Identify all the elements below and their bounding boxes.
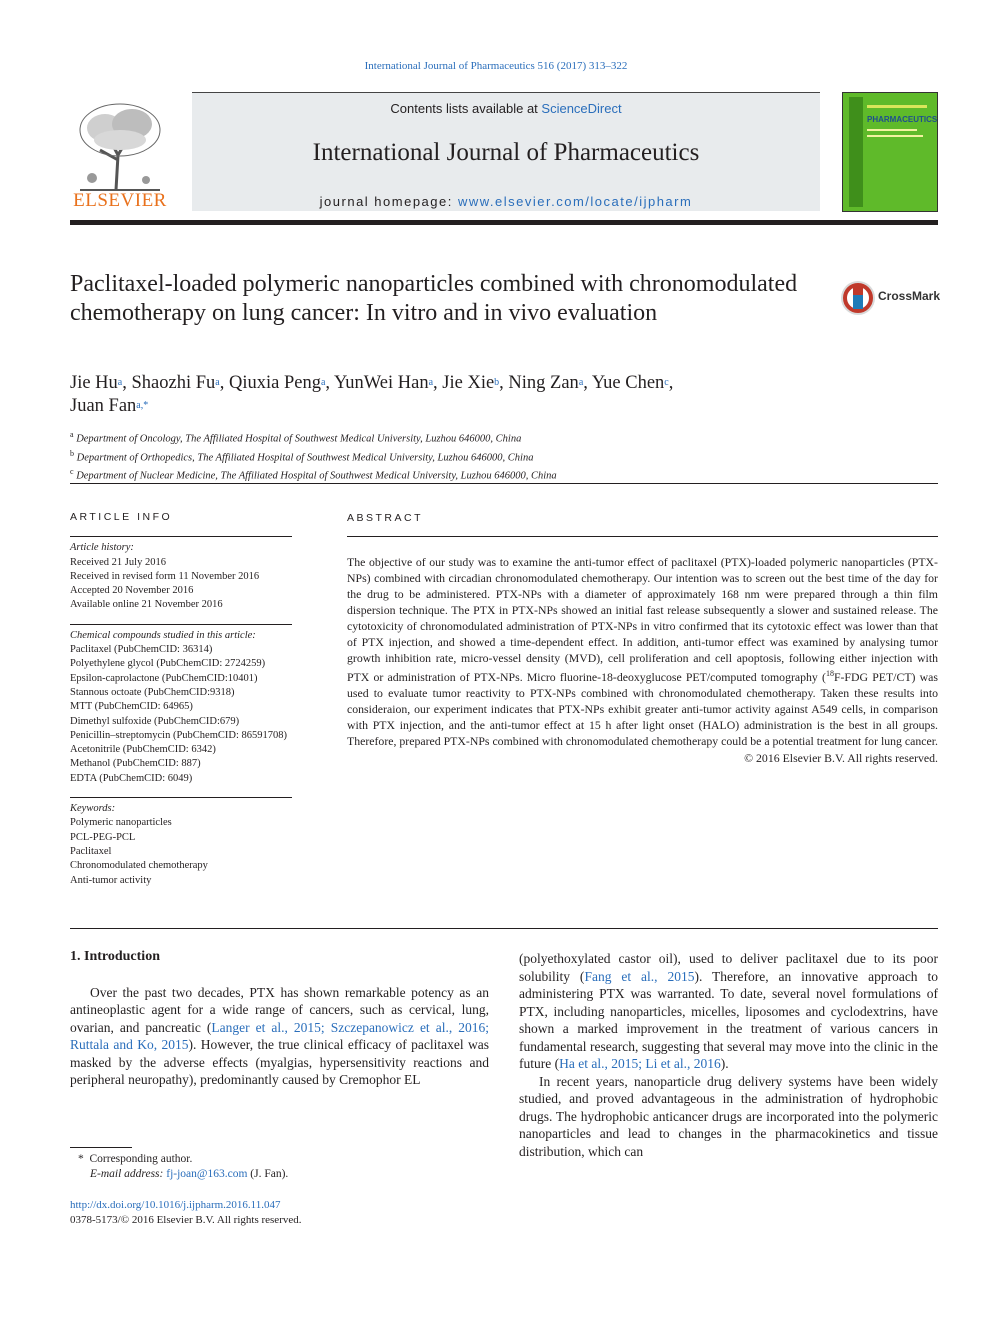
- header-center-panel: [192, 92, 820, 211]
- cover-line: [867, 129, 917, 131]
- keyword-item: Polymeric nanoparticles: [70, 817, 172, 829]
- affiliation-item: [70, 447, 930, 466]
- affiliation-text: Department of Oncology, The Affiliated Hospital of Southwest Medical University, Luzhou 646000, China: [76, 433, 522, 445]
- author-affiliation-mark[interactable]: c: [664, 377, 669, 388]
- keyword-item: Paclitaxel: [70, 845, 112, 857]
- keywords-list: [70, 816, 292, 887]
- citation-link[interactable]: Ha et al., 2015; Li et al., 2016: [559, 1056, 721, 1071]
- affiliation-item: [70, 465, 930, 484]
- abstract-rule: [347, 536, 938, 537]
- intro-paragraph-1-cont: [519, 950, 938, 1073]
- article-info-rule: [70, 536, 292, 537]
- keywords-label: Keywords:: [70, 803, 116, 815]
- history-label: Article history:: [70, 542, 134, 554]
- doi-link[interactable]: http://dx.doi.org/10.1016/j.ijpharm.2016.11.047: [70, 1199, 281, 1211]
- cover-line: [867, 135, 923, 137]
- history-item: Received in revised form 11 November 2016: [70, 570, 260, 582]
- history-item: Accepted 20 November 2016: [70, 585, 194, 597]
- intro-p1-text: ). However, the true clinical efficacy of paclitaxel was masked by the adverse effects (myalgias, hypersensitivity reactions and peripheral neuropathy), predominantly caused by Cremophor EL: [70, 1037, 490, 1087]
- body-column-right: [519, 950, 938, 1160]
- citation-link[interactable]: Langer et al., 2015; Szczepanowicz et al., 2016; Ruttala and Ko, 2015: [70, 1019, 489, 1052]
- compound-item: Dimethyl sulfoxide (PubChemCID:679): [70, 715, 240, 727]
- compound-item: Penicillin–streptomycin (PubChemCID: 86591708): [70, 729, 287, 741]
- article-info-heading: ARTICLE INFO: [70, 511, 173, 523]
- abstract-text: [347, 554, 938, 749]
- header-rule: [70, 220, 938, 225]
- compound-item: Stannous octoate (PubChemCID:9318): [70, 686, 235, 698]
- affiliation-text: Department of Nuclear Medicine, The Affiliated Hospital of Southwest Medical University, Luzhou 646000, China: [76, 470, 557, 482]
- abstract-text-part1: The objective of our study was to examine the anti-tumor effect of paclitaxel (PTX)-loaded polymeric nanoparticles (PTX-NPs) combined with circadian chronomodulated chemotherapy. Our intention was to screen out the best time of the day for the drug to be administered. PTX-NPs with a diameter of approximately 168 nm were prepared through a thin film dispersion technique. The PTX in PTX-NPs showed an initial fast release subsequently a slower and sustained release. The cytotoxicity of chronomodulated administration of PTX-NPs in vitro confirmed that its cytotoxic effect was lower than that of PTX injection, and showed a time-dependent effect. In addition, anti-tumor effect was examined by analysing tumor growth inhibition rate, micro-vessel density (MVD), cell proliferation and cell apoptosis, following either injection with PTX or administration of PTX-NPs. Micro fluorine-18-deoxyglucose PET/computed tomography (: [347, 555, 938, 684]
- author-list: Jie Hu$^a$, Shaozhi Fu$^a$, Qiuxia Peng$^a$, YunWei Han$^a$, Jie Xie$^b$, Ning Zan$^a$, Yue Chen$^c$, Juan Fan$^{a,*}$: [70, 373, 674, 416]
- author-name[interactable]: Yue Chen: [591, 373, 665, 393]
- footnote: [70, 1152, 489, 1182]
- intro-p2-text: ). Therefore, an innovative approach to administering PTX was warranted. To date, several novel formulations of PTX, including nanoparticles, micelles, liposomes and cyclodextrins, have shown a marked improvement in the treatment of various cancers in fundamental research, suggesting that several may move into the clinic in the future (: [519, 968, 938, 1071]
- crossmark-badge[interactable]: [840, 280, 940, 316]
- affiliations: [70, 428, 930, 484]
- journal-cover-thumbnail[interactable]: [842, 92, 938, 212]
- article-title: Paclitaxel-loaded polymeric nanoparticles combined with chronomodulated chemotherapy on lung cancer: In vitro and in vivo evaluation: [70, 271, 798, 326]
- author-affiliation-mark[interactable]: a: [215, 377, 220, 388]
- author-name[interactable]: Jie Hu: [70, 373, 118, 393]
- author-name[interactable]: Jie Xie: [442, 373, 495, 393]
- compound-item: Acetonitrile (PubChemCID: 6342): [70, 744, 216, 756]
- compound-item: EDTA (PubChemCID: 6049): [70, 772, 193, 784]
- elsevier-wordmark: ELSEVIER: [73, 190, 167, 211]
- author-affiliation-mark[interactable]: b: [494, 377, 500, 388]
- cover-bar: [867, 105, 927, 108]
- section-rule: [70, 928, 938, 929]
- abstract-text-part2: F-FDG PET/CT) was used to evaluate tumor reactivity to PTX-NPs combined with chronomodulated chemotherapy. Taken these results into consideraion, our experiment indicates that PTX-NPs exhibit greater anti-tumor activity against A549 cells, in comparison with PTX injection, and the anti-tumor effect at 15 h after light onset (HALO) administration is the best in all groups. Therefore, prepared PTX-NPs combined with chronomodulated chemotherapy could be a potential treatment for lung cancer.: [347, 669, 938, 748]
- intro-p2-text: (polyethoxylated castor oil), used to deliver paclitaxel due to its poor solubility (: [519, 951, 938, 984]
- abstract-sup: 18: [825, 669, 834, 678]
- keyword-item: Anti-tumor activity: [70, 874, 152, 886]
- author-affiliation-mark[interactable]: a: [428, 377, 434, 388]
- issn-line: 0378-5173/© 2016 Elsevier B.V. All rights reserved.: [70, 1213, 302, 1226]
- section-rule: [70, 483, 938, 484]
- citation-link[interactable]: Fang et al., 2015: [584, 968, 695, 984]
- history-item: Available online 21 November 2016: [70, 599, 223, 611]
- affiliation-item: [70, 428, 930, 447]
- introduction-heading: 1. Introduction: [70, 949, 160, 964]
- history-item: Received 21 July 2016: [70, 556, 166, 568]
- footnote-marker: *: [78, 1153, 84, 1165]
- compounds-rule: [70, 624, 292, 625]
- crossmark-label: CrossMark: [878, 289, 941, 303]
- abstract: [347, 510, 938, 766]
- abstract-heading: ABSTRACT: [347, 512, 424, 524]
- compounds-list: [70, 643, 292, 786]
- author-affiliation-mark[interactable]: a: [320, 377, 326, 388]
- intro-p2-text: ).: [720, 1056, 729, 1071]
- affiliation-mark: a: [70, 430, 74, 439]
- author-affiliation-mark[interactable]: a: [117, 377, 123, 388]
- email-suffix: (J. Fan).: [247, 1168, 289, 1180]
- author-name[interactable]: Juan Fan: [70, 396, 137, 416]
- homepage-prefix: journal homepage:: [319, 194, 458, 209]
- keyword-item: PCL-PEG-PCL: [70, 831, 136, 843]
- sciencedirect-link[interactable]: ScienceDirect: [541, 101, 622, 116]
- compound-item: Epsilon-caprolactone (PubChemCID:10401): [70, 672, 258, 684]
- abstract-copyright: © 2016 Elsevier B.V. All rights reserved.: [744, 750, 938, 765]
- author-name[interactable]: Qiuxia Peng: [228, 373, 321, 393]
- intro-paragraph-2: In recent years, nanoparticle drug delivery systems have been widely studied, and proved advantageous in the administration of hydrophobic drugs. The hydrophobic anticancer drugs are incorporated into the polymeric nanoparticles and lead to changes in the pharmacokinetics and tissue distribution, which can: [519, 1073, 938, 1159]
- contents-prefix: Contents lists available at: [390, 101, 542, 116]
- cover-title: PHARMACEUTICS: [867, 115, 938, 124]
- contents-line: [192, 101, 820, 116]
- keywords-rule: [70, 797, 292, 798]
- author-name[interactable]: Ning Zan: [508, 373, 579, 393]
- body-column-left: [70, 948, 489, 1089]
- affiliation-text: Department of Orthopedics, The Affiliated Hospital of Southwest Medical University, Luzhou 646000, China: [76, 452, 534, 463]
- author-affiliation-mark[interactable]: a: [578, 377, 584, 388]
- homepage-line: [192, 194, 820, 209]
- footnote-rule: [70, 1147, 132, 1148]
- journal-title: International Journal of Pharmaceutics: [312, 139, 700, 166]
- compounds-label: Chemical compounds studied in this article:: [70, 629, 256, 641]
- author-name[interactable]: Shaozhi Fu: [131, 373, 216, 393]
- affiliation-mark: b: [70, 448, 74, 458]
- intro-paragraph-1: [70, 984, 489, 1089]
- intro-p1-text: Over the past two decades, PTX has shown remarkable potency as an antineoplastic agent for a wide range of cancers, such as cervical, lung, ovarian, and pancreatic (: [70, 984, 489, 1035]
- corresponding-text: Corresponding author.: [89, 1153, 193, 1165]
- history-list: [70, 556, 292, 613]
- cover-stripe: [849, 97, 863, 207]
- crossmark-icon: [840, 280, 876, 316]
- doi-block: [70, 1198, 489, 1227]
- author-affiliation-mark[interactable]: a,*: [136, 400, 149, 411]
- email-line: [70, 1167, 489, 1182]
- compound-item: Paclitaxel (PubChemCID: 36314): [70, 644, 213, 656]
- homepage-link[interactable]: www.elsevier.com/locate/ijpharm: [457, 194, 693, 209]
- keyword-item: Chronomodulated chemotherapy: [70, 860, 208, 872]
- email-label: E-mail address:: [90, 1168, 167, 1180]
- article-info: [70, 510, 292, 888]
- compound-item: Methanol (PubChemCID: 887): [70, 758, 201, 770]
- email-link[interactable]: fj-joan@163.com: [166, 1168, 248, 1180]
- journal-reference[interactable]: International Journal of Pharmaceutics 516 (2017) 313–322: [364, 60, 628, 72]
- corresponding-line: [70, 1152, 489, 1167]
- compound-item: Polyethylene glycol (PubChemCID: 2724259): [70, 658, 266, 670]
- journal-header: [70, 92, 938, 212]
- author-name[interactable]: YunWei Han: [333, 373, 429, 393]
- affiliation-mark: c: [70, 467, 74, 476]
- compound-item: MTT (PubChemCID: 64965): [70, 701, 193, 713]
